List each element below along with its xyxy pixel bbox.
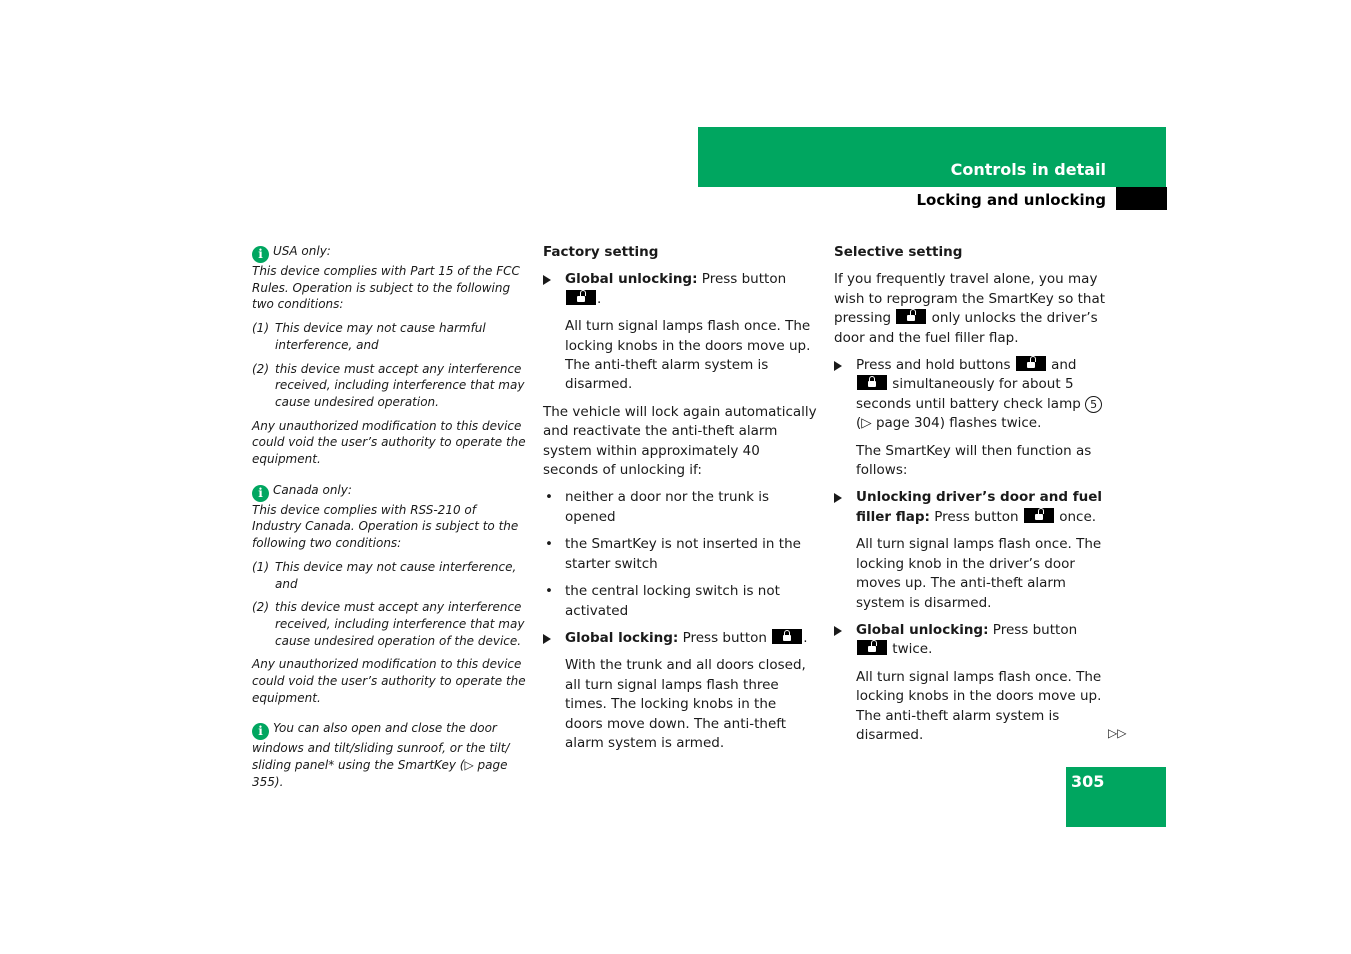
section-title: Controls in detail: [950, 160, 1106, 179]
selective-intro: If you frequently travel alone, you may wish to reprogram the SmartKey so that pressing only unlocks the driver’s door and the fuel filler flap.: [834, 271, 1106, 346]
unlock-button-icon: [857, 640, 887, 655]
step-arrow-icon: [543, 634, 551, 644]
selective-setting-heading: Selective setting: [834, 244, 963, 260]
canada-note-outro: Any unauthorized modification to this device could void the user’s authority to operate the equipment.: [252, 657, 526, 705]
global-unlocking-result: All turn signal lamps flash once. The locking knobs in the doors move up. The anti-theft alarm system is disarmed.: [565, 318, 811, 393]
canada-condition-1: (1) This device may not cause interference, and: [252, 559, 517, 591]
global-locking-result: With the trunk and all doors closed, all turn signal lamps flash three times. The locking knobs in the doors move down. The anti-theft alarm system is armed.: [565, 657, 806, 751]
press-hold-step: Press and hold buttons and simultaneously for about 5 seconds until battery check lamp 5 (▷ page 304) flashes twice.: [834, 356, 1110, 434]
info-icon: i: [252, 246, 269, 263]
info-icon: i: [252, 485, 269, 502]
windows-note: [252, 720, 528, 790]
info-icon: i: [252, 723, 269, 740]
canada-note-title: Canada only:: [273, 482, 352, 497]
usa-note-intro: This device complies with Part 15 of the FCC Rules. Operation is subject to the following two conditions:: [252, 264, 520, 312]
continue-marker: ▷▷: [1108, 726, 1127, 740]
unlock-button-icon: [1016, 356, 1046, 371]
battery-lamp-number: 5: [1085, 396, 1102, 413]
global-locking-step: Global locking: Press button .: [543, 629, 818, 648]
usa-note-outro: Any unauthorized modification to this device could void the user’s authority to operate the equipment.: [252, 418, 526, 467]
condition-item: • the central locking switch is not activated: [545, 583, 780, 619]
unlock-button-icon: [896, 309, 926, 324]
usa-note-title: USA only:: [273, 244, 331, 258]
step-arrow-icon: [834, 361, 842, 371]
header-marker: [1116, 187, 1167, 210]
canada-note: [252, 482, 528, 707]
unlock-button-icon: [566, 290, 596, 305]
relock-intro: The vehicle will lock again automatically and reactivate the anti-theft alarm system within approximately 40 seconds of unlocking if:: [543, 403, 817, 479]
usa-condition-1: (1) This device may not cause harmful interference, and: [252, 321, 486, 352]
lock-button-icon: [772, 629, 802, 644]
global-unlocking-twice-step: Global unlocking: Press button twice.: [834, 621, 1110, 660]
canada-note-intro: This device complies with RSS-210 of Industry Canada. Operation is subject to the following two conditions:: [252, 502, 519, 551]
condition-item: • neither a door nor the trunk is opened: [545, 489, 770, 525]
function-text: The SmartKey will then function as follows:: [856, 442, 1092, 479]
condition-item: • the SmartKey is not inserted in the starter switch: [545, 536, 801, 572]
usa-note: [252, 243, 528, 468]
step-arrow-icon: [834, 493, 842, 503]
page-number: 305: [1071, 772, 1105, 791]
lock-button-icon: [857, 375, 887, 390]
unlock-driver-step: Unlocking driver’s door and fuel filler flap: Press button once.: [834, 488, 1110, 527]
factory-setting-heading: Factory setting: [543, 244, 659, 260]
subsection-title: Locking and unlocking: [916, 191, 1106, 209]
middle-column: [543, 243, 818, 761]
global-unlocking-twice-result: All turn signal lamps flash once. The locking knobs in the doors move up. The anti-theft alarm system is disarmed.: [856, 668, 1102, 743]
windows-note-text: You can also open and close the door windows and tilt/sliding sunroof, or the tilt/ sliding panel* using the SmartKey (▷ page 355).: [252, 721, 510, 789]
global-unlocking-step: Global unlocking: Press button .: [543, 270, 818, 309]
step-arrow-icon: [543, 275, 551, 285]
unlock-driver-result: All turn signal lamps flash once. The locking knob in the driver’s door moves up. The anti-theft alarm system is disarmed.: [856, 536, 1102, 611]
right-column: [834, 243, 1110, 753]
left-column: [252, 243, 528, 791]
canada-condition-2: (2) this device must accept any interference received, including interference that may cause undesired operation of the device.: [252, 600, 525, 648]
unlock-button-icon: [1024, 508, 1054, 523]
step-arrow-icon: [834, 626, 842, 636]
usa-condition-2: (2) this device must accept any interference received, including interference that may cause undesired operation.: [252, 361, 525, 409]
